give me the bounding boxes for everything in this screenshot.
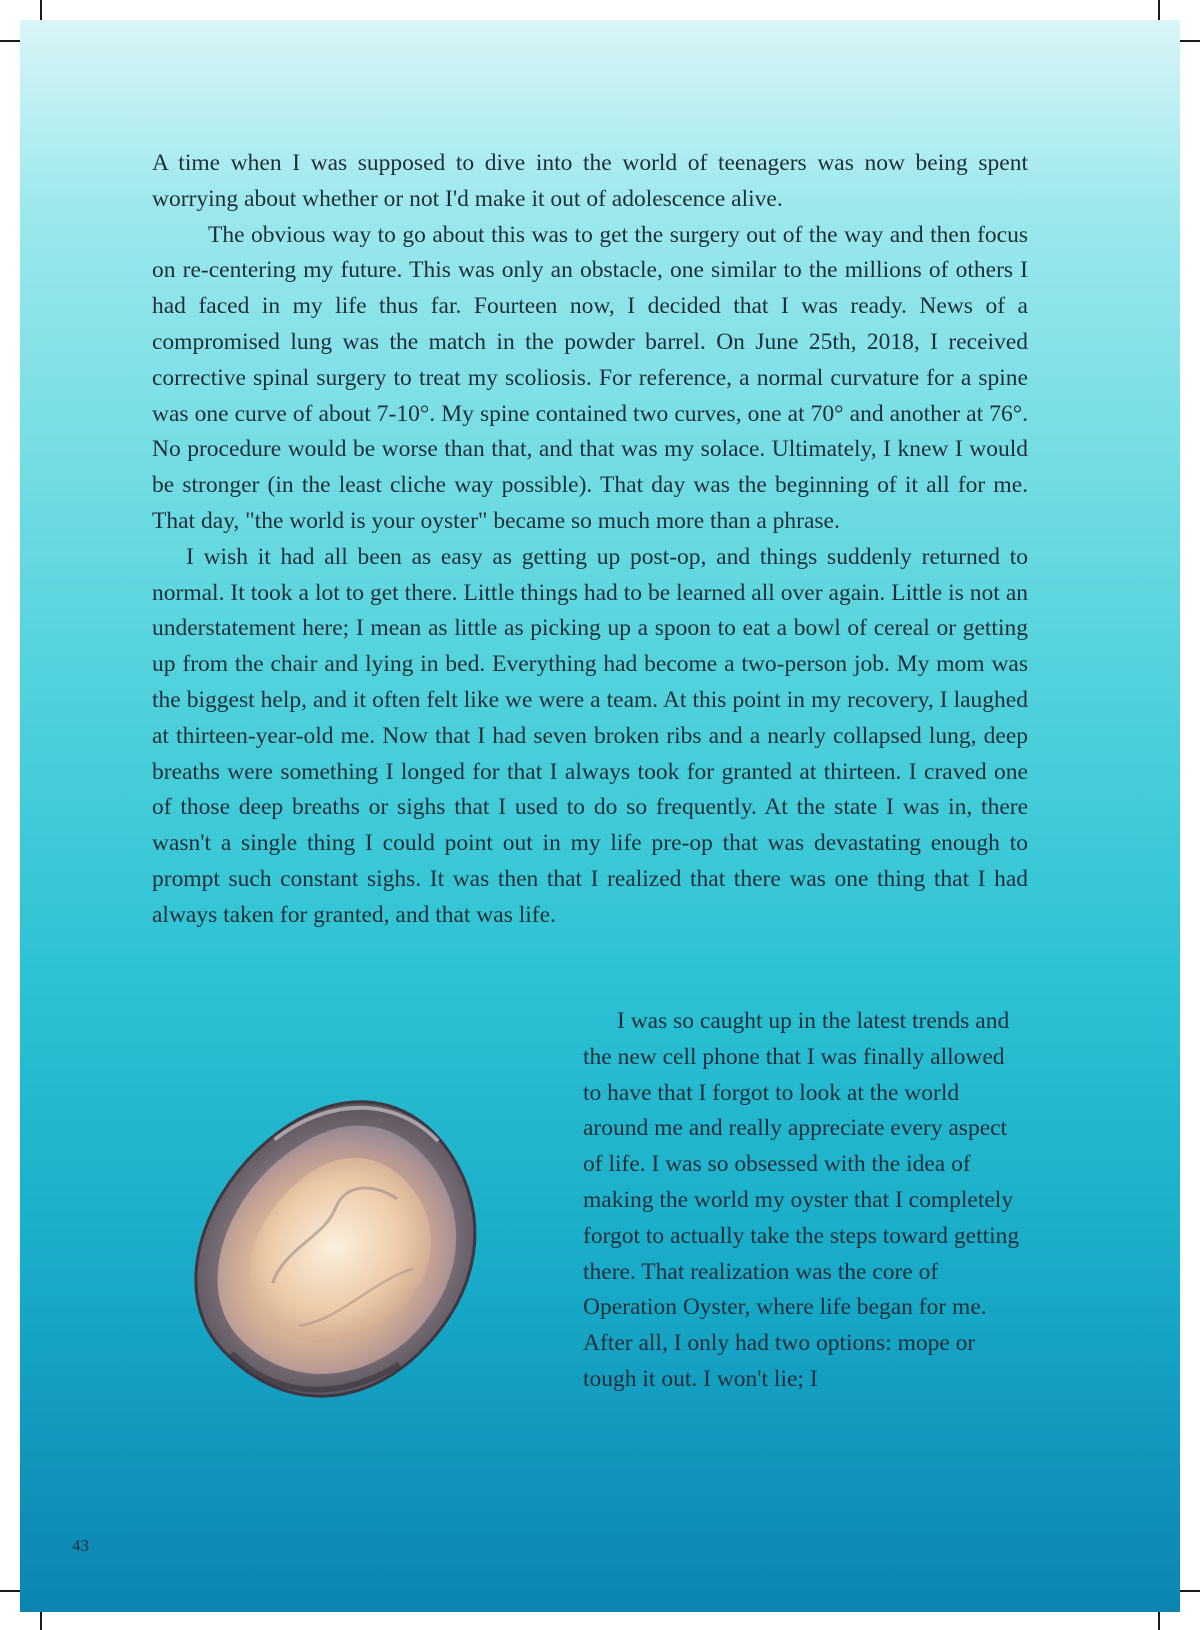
paragraph-1: A time when I was supposed to dive into the world of teenagers was now being spent worrying about whether or not I'd make it out of adolescence alive.	[152, 150, 1028, 212]
paragraph-2: The obvious way to go about this was to get the surgery out of the way and then focus on re-centering my future. This was only an obstacle, one similar to the millions of others I had faced in my life thus far. Fourteen now, I decided that I was ready. News of a compromised lung was the match in the powder barrel. On June 25th, 2018, I received corrective spinal surgery to treat my scoliosis. For reference, a normal curvature for a spine was one curve of about 7-10°. My spine contained two curves, one at 70° and another at 76°. No procedure would be worse than that, and that was my solace. Ultimately, I knew I would be stronger (in the least cliche way possible). That day was the beginning of it all for me. That day, "the world is your oyster" became so much more than a phrase.	[152, 221, 1028, 534]
crop-mark-bottom-right	[1158, 1612, 1160, 1630]
book-page	[20, 20, 1180, 1612]
crop-mark-top-right	[1158, 0, 1160, 20]
paragraph-4: I was so caught up in the latest trends and the new cell phone that I was finally allowed to have that I forgot to look at the world around me and really appreciate every aspect of life. I was so obsessed with the idea of making the world my oyster that I completely forgot to actually take the steps toward getting there. That realization was the core of Operation Oyster, where life began for me. After all, I only had two options: mope or tough it out. I won't lie; I	[583, 1008, 1020, 1392]
paragraph-3: I wish it had all been as easy as getting up post-op, and things suddenly returned to normal. It took a lot to get there. Little things had to be learned all over again. Little is not an understatement here; I mean as little as picking up a spoon to eat a bowl of cereal or getting up from the chair and lying in bed. Everything had become a two-person job. My mom was the biggest help, and it often felt like we were a team. At this point in my recovery, I laughed at thirteen-year-old me. Now that I had seven broken ribs and a nearly collapsed lung, deep breaths were something I longed for that I always took for granted at thirteen. I craved one of those deep breaths or sighs that I used to do so frequently. At the state I was in, there wasn't a single thing I could point out in my life pre-op that was devastating enough to prompt such constant sighs. It was then that I realized that there was one thing that I had always taken for granted, and that was life.	[152, 543, 1028, 928]
crop-mark-right-top	[1180, 40, 1200, 42]
crop-mark-right-bottom	[1180, 1590, 1200, 1592]
crop-mark-left-bottom	[0, 1590, 20, 1592]
crop-mark-left-top	[0, 40, 20, 42]
page-number: 43	[72, 1536, 89, 1555]
crop-mark-bottom-left	[40, 1612, 42, 1630]
oyster-illustration	[148, 1070, 518, 1440]
main-text-column	[152, 146, 1028, 934]
crop-mark-top-left	[40, 0, 42, 20]
